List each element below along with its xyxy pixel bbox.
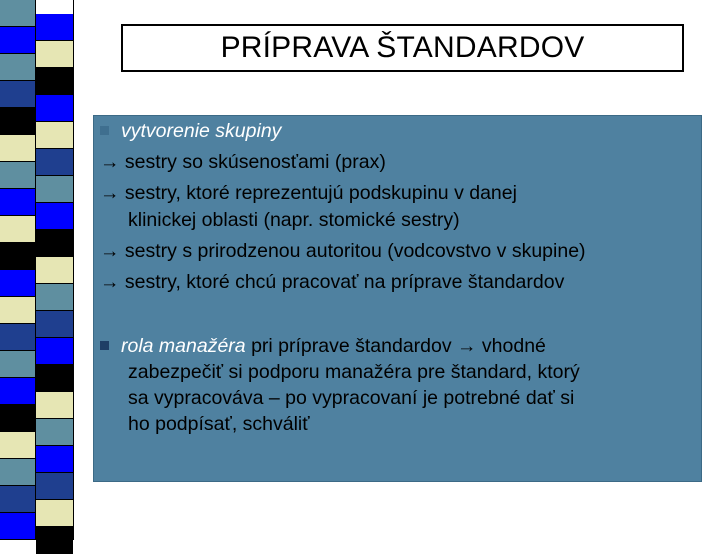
- section1-line-1: → sestry so skúsenosťami (prax): [100, 151, 386, 173]
- stripe-block: [0, 108, 36, 135]
- section2-accent: rola manažéra: [121, 335, 246, 357]
- stripe-block: [36, 500, 73, 527]
- section2-line-3: sa vypracováva – po vypracovaní je potrebné dať si: [128, 387, 575, 409]
- square-bullet-icon: [100, 126, 109, 135]
- decorative-stripe: [0, 0, 74, 540]
- title-box: [121, 24, 684, 72]
- section1-line-3: klinickej oblasti (napr. stomické sestry): [128, 209, 460, 231]
- stripe-block: [0, 297, 36, 324]
- stripe-block: [36, 446, 73, 473]
- stripe-block: [0, 405, 36, 432]
- stripe-block: [0, 81, 36, 108]
- stripe-block: [0, 324, 36, 351]
- section1-line-2: → sestry, ktoré reprezentujú podskupinu v danej: [100, 182, 517, 204]
- stripe-block: [0, 162, 36, 189]
- section2-line-4: ho podpísať, schváliť: [128, 413, 310, 435]
- stripe-block: [36, 68, 73, 95]
- stripe-block: [0, 378, 36, 405]
- stripe-block: [36, 338, 73, 365]
- stripe-block: [36, 527, 73, 554]
- section2-line-2: zabezpečiť si podporu manažéra pre štandard, ktorý: [128, 361, 580, 383]
- stripe-block: [36, 284, 73, 311]
- section1-heading-line: [100, 116, 281, 147]
- stripe-block: [36, 257, 73, 284]
- stripe-block: [36, 176, 73, 203]
- stripe-block: [0, 513, 36, 540]
- stripe-block: [0, 27, 36, 54]
- stripe-block: [36, 392, 73, 419]
- content-panel: [93, 115, 702, 482]
- stripe-block: [36, 203, 73, 230]
- section2-line1-rest: pri príprave štandardov → vhodné: [245, 335, 546, 357]
- stripe-block: [36, 365, 73, 392]
- square-bullet-icon: [100, 341, 109, 350]
- stripe-block: [0, 486, 36, 513]
- stripe-block: [0, 351, 36, 378]
- section1-line-4: → sestry s prirodzenou autoritou (vodcovstvo v skupine): [100, 240, 586, 262]
- stripe-block: [0, 216, 36, 243]
- stripe-block: [36, 14, 73, 41]
- stripe-block: [36, 122, 73, 149]
- stripe-block: [0, 459, 36, 486]
- stripe-block: [0, 432, 36, 459]
- stripe-block: [0, 243, 36, 270]
- stripe-block: [0, 135, 36, 162]
- section1-heading: vytvorenie skupiny: [121, 120, 282, 142]
- stripe-block: [0, 54, 36, 81]
- section1-line-5: → sestry, ktoré chcú pracovať na príprave štandardov: [100, 271, 565, 293]
- stripe-block: [36, 473, 73, 500]
- stripe-block: [0, 189, 36, 216]
- stripe-block: [36, 311, 73, 338]
- stripe-block: [36, 149, 73, 176]
- stripe-block: [36, 95, 73, 122]
- stripe-block: [36, 41, 73, 68]
- stripe-block: [36, 230, 73, 257]
- stripe-block: [0, 270, 36, 297]
- slide-title: PRÍPRAVA ŠTANDARDOV: [220, 31, 585, 64]
- stripe-block: [0, 0, 36, 27]
- stripe-block: [36, 419, 73, 446]
